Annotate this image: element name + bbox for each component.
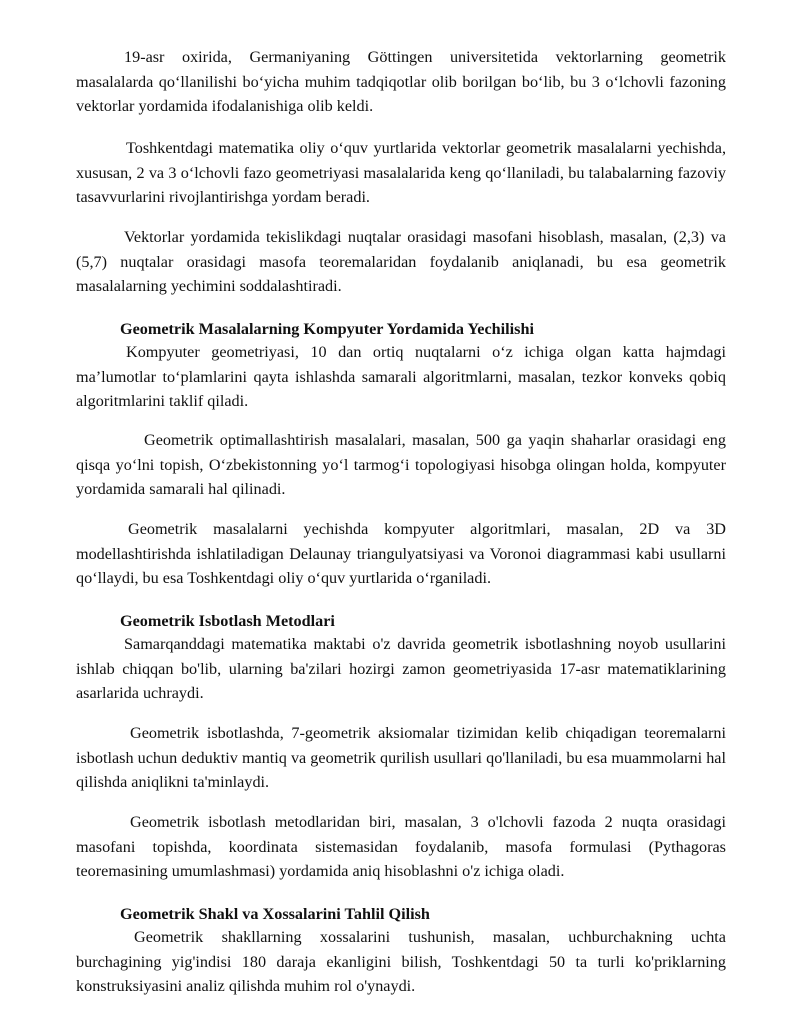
section-heading-proof-methods: Geometrik Isbotlash Metodlari — [120, 612, 335, 630]
paragraph-geometric-optimization: Geometrik optimallashtirish masalalari, masalan, 500 ga yaqin shaharlar orasidagi eng qisqa yo‘lni topish, O‘zbekistonning yo‘l tarmog‘i topologiyasi hisobga olingan holda, kompyuter yordamida samarali hal qilinadi. — [76, 431, 726, 498]
paragraph-samarkand-school: Samarqanddagi matematika maktabi o'z davrida geometrik isbotlashning noyob usullarini ishlab chiqqan bo'lib, ularning ba'zilari hozirgi zamon geometriyasida 17-asr matematiklarining asarlarida uchraydi. — [76, 635, 726, 702]
section-heading-computer-solving: Geometrik Masalalarning Kompyuter Yordamida Yechilishi — [120, 320, 534, 338]
paragraph-vectors-tashkent: Toshkentdagi matematika oliy o‘quv yurtlarida vektorlar geometrik masalalarni yechishda, xususan, 2 va 3 o‘lchovli fazo geometriyasi masalalarida keng qo‘llaniladi, bu talabalarning fazoviy tasavvurlarini rivojlantirishga yordam beradi. — [76, 139, 726, 206]
paragraph-vectors-distance: Vektorlar yordamida tekislikdagi nuqtalar orasidagi masofani hisoblash, masalan, (2,3) va (5,7) nuqtalar orasidagi masofa teoremalaridan foydalanib aniqlanadi, bu esa geometrik masalalarning yechimini soddalashtiradi. — [76, 228, 726, 295]
paragraph-triangle-angles: Geometrik shakllarning xossalarini tushunish, masalan, uchburchakning uchta burchagining yig'indisi 180 daraja ekanligini bilish, Toshkentdagi 50 ta turli ko'priklarning konstruksiyasini analiz qilishda muhim rol o'ynaydi. — [76, 928, 726, 995]
paragraph-vectors-gottingen: 19-asr oxirida, Germaniyaning Göttingen universitetida vektorlarning geometrik masalalarda qo‘llanilishi bo‘yicha muhim tadqiqotlar olib borilgan bo‘lib, bu 3 o‘lchovli fazoning vektorlar yordamida ifodalanishiga olib keldi. — [76, 48, 726, 115]
section-heading-shape-analysis: Geometrik Shakl va Xossalarini Tahlil Qilish — [120, 905, 430, 923]
paragraph-distance-formula: Geometrik isbotlash metodlaridan biri, masalan, 3 o'lchovli fazoda 2 nuqta orasidagi masofani topishda, koordinata sistemasidan foydalanib, masofa formulasi (Pythagoras teoremasining umumlashmasi) yordamida aniq hisoblashni o'z ichiga oladi. — [76, 813, 726, 880]
paragraph-computer-algorithms: Geometrik masalalarni yechishda kompyuter algoritmlari, masalan, 2D va 3D modellashtirishda ishlatiladigan Delaunay triangulyatsiyasi va Voronoi diagrammasi kabi usullarni qo‘llaydi, bu esa Toshkentdagi oliy o‘quv yurtlarida o‘rganiladi. — [76, 520, 726, 587]
paragraph-axiom-system: Geometrik isbotlashda, 7-geometrik aksiomalar tizimidan kelib chiqadigan teoremalarni isbotlash uchun deduktiv mantiq va geometrik qurilish usullari qo'llaniladi, bu esa muammolarni hal qilishda aniqlikni ta'minlaydi. — [76, 724, 726, 791]
paragraph-computational-geometry: Kompyuter geometriyasi, 10 dan ortiq nuqtalarni o‘z ichiga olgan katta hajmdagi ma’lumotlar to‘plamlarini qayta ishlashda samarali algoritmlarni, masalan, tezkor konveks qobiq algoritmlarini taklif qiladi. — [76, 343, 726, 410]
